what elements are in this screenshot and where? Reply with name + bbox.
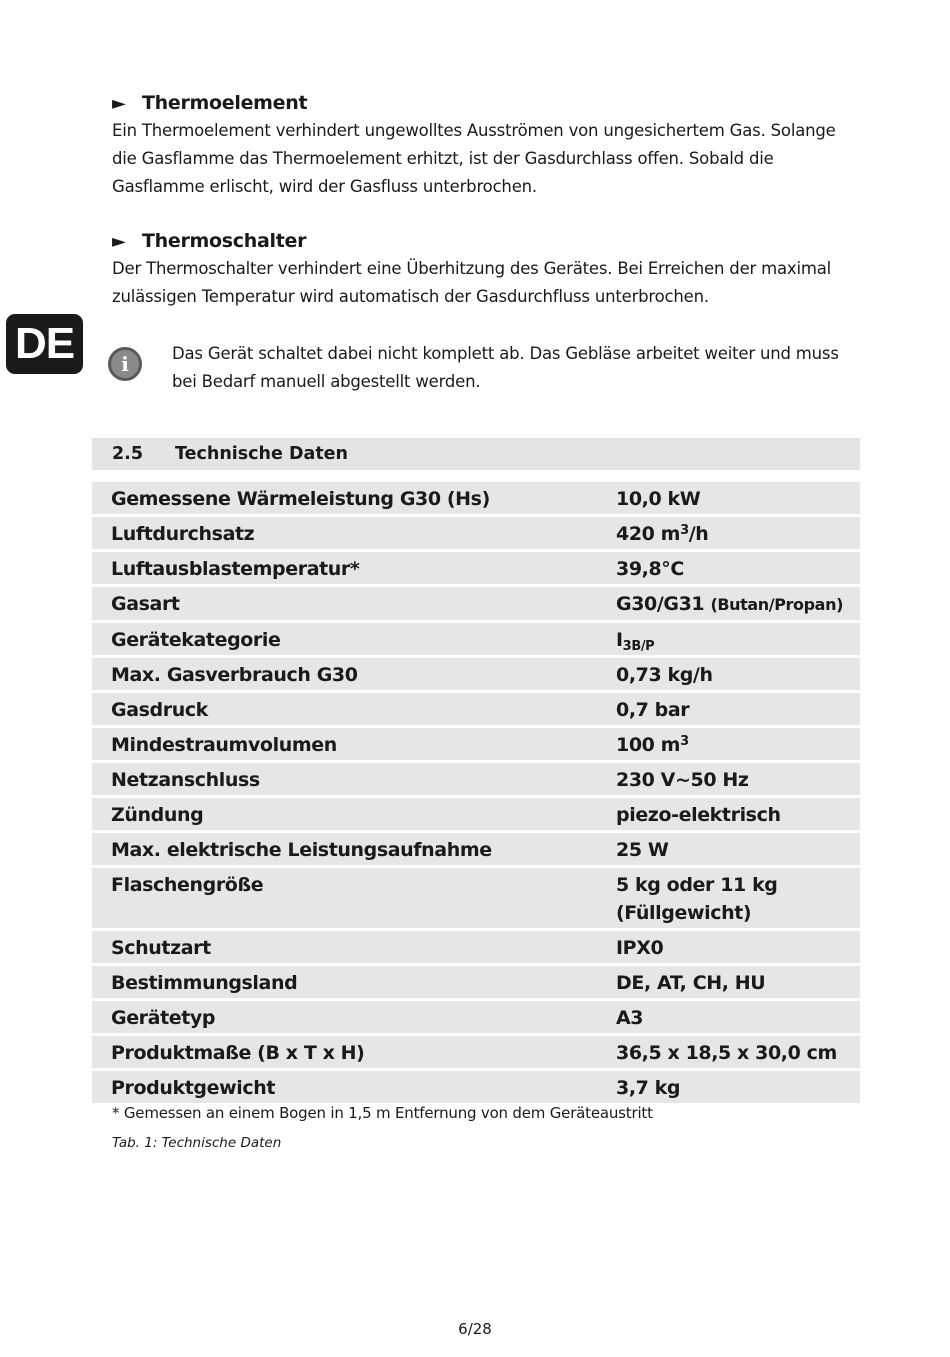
value-text: DE, AT, CH, HU: [616, 972, 766, 994]
value-subscript: 3B/P: [622, 639, 655, 654]
row-value: [616, 1074, 860, 1102]
value-text: 5 kg oder 11 kg: [616, 874, 778, 896]
language-tab: DE: [6, 314, 83, 374]
row-label: Luftdurchsatz: [111, 523, 255, 545]
value-text: A3: [616, 1007, 644, 1029]
row-label: Gasart: [111, 593, 180, 615]
value-suffix: /h: [688, 523, 709, 545]
info-icon: i: [108, 347, 142, 381]
table-row: [92, 966, 860, 998]
value-text: 420 m: [616, 523, 681, 545]
row-label: Produktmaße (B x T x H): [111, 1042, 365, 1064]
table-row: [92, 482, 860, 514]
table-section-header: [92, 438, 860, 470]
section-text: Der Thermoschalter verhindert eine Überhitzung des Gerätes. Bei Erreichen der maximal zulässigen Temperatur wird automatisch der Gasdurchfluss unterbrochen.: [112, 259, 832, 306]
table-row: [92, 931, 860, 963]
value-text: 100 m: [616, 734, 681, 756]
row-value: [616, 485, 860, 513]
row-value: [616, 969, 860, 997]
section-thermoschalter: [112, 227, 862, 311]
row-label: Gerätetyp: [111, 1007, 216, 1029]
row-value: [616, 626, 860, 654]
table-row: [92, 833, 860, 865]
table-row: [92, 517, 860, 549]
value-text: I: [616, 629, 623, 651]
section-thermoelement: [112, 89, 862, 201]
table-row: [92, 763, 860, 795]
value-text: 36,5 x 18,5 x 30,0 cm: [616, 1042, 837, 1064]
value-text: IPX0: [616, 937, 664, 959]
value-text: 3,7 kg: [616, 1077, 681, 1099]
table-caption: Tab. 1: Technische Daten: [112, 1135, 282, 1151]
row-label: Bestimmungsland: [111, 972, 298, 994]
row-label: Produktgewicht: [111, 1077, 276, 1099]
row-label: Zündung: [111, 804, 204, 826]
row-value: [616, 696, 860, 724]
value-text: 25 W: [616, 839, 669, 861]
table-row: [92, 693, 860, 725]
section-number: 2.5: [112, 444, 144, 464]
row-value: [616, 934, 860, 962]
value-note: (Butan/Propan): [710, 595, 843, 614]
row-label: Gemessene Wärmeleistung G30 (Hs): [111, 488, 490, 510]
row-label: Flaschengröße: [111, 874, 264, 896]
technical-data-table: [92, 482, 860, 1106]
table-row: [92, 728, 860, 760]
arrow-right-icon: ►: [112, 231, 126, 252]
row-label: Luftausblastemperatur*: [111, 558, 360, 580]
section-heading: Thermoelement: [142, 92, 308, 114]
table-row: [92, 1001, 860, 1033]
value-text: 10,0 kW: [616, 488, 701, 510]
page-number: 6/28: [458, 1320, 492, 1338]
table-row: [92, 868, 860, 928]
row-label: Gerätekategorie: [111, 629, 281, 651]
row-value: [616, 871, 860, 927]
section-heading: Thermoschalter: [142, 230, 307, 252]
value-text: piezo-elektrisch: [616, 804, 781, 826]
row-value: [616, 590, 860, 619]
row-value: [616, 1039, 860, 1067]
info-note: Das Gerät schaltet dabei nicht komplett ab. Das Gebläse arbeitet weiter und muss bei Bedarf manuell abgestellt werden.: [172, 344, 839, 391]
value-superscript: 3: [680, 734, 689, 749]
table-row: [92, 587, 860, 620]
row-label: Max. Gasverbrauch G30: [111, 664, 358, 686]
table-row: [92, 798, 860, 830]
value-text: 39,8°C: [616, 558, 684, 580]
row-value: [616, 801, 860, 829]
row-label: Netzanschluss: [111, 769, 260, 791]
row-value: [616, 766, 860, 794]
table-row: [92, 1036, 860, 1068]
row-label: Gasdruck: [111, 699, 208, 721]
row-label: Mindestraumvolumen: [111, 734, 337, 756]
row-label: Max. elektrische Leistungsaufnahme: [111, 839, 492, 861]
value-text: G30/G31: [616, 593, 711, 615]
row-label: Schutzart: [111, 937, 211, 959]
table-row: [92, 552, 860, 584]
value-second-line: (Füllgewicht): [616, 902, 752, 924]
row-value: [616, 1004, 860, 1032]
table-footnote: * Gemessen an einem Bogen in 1,5 m Entfernung von dem Geräteaustritt: [112, 1104, 653, 1122]
row-value: [616, 661, 860, 689]
arrow-right-icon: ►: [112, 93, 126, 114]
row-value: [616, 555, 860, 583]
row-value: [616, 836, 860, 864]
table-row: [92, 658, 860, 690]
value-text: 0,73 kg/h: [616, 664, 713, 686]
value-text: 230 V~50 Hz: [616, 769, 749, 791]
section-text: Ein Thermoelement verhindert ungewolltes Ausströmen von ungesichertem Gas. Solange die Gasflamme das Thermoelement erhitzt, ist der Gasdurchlass offen. Sobald die Gasflamme erlischt, wird der Gasfluss unterbrochen.: [112, 121, 836, 196]
section-title: Technische Daten: [175, 444, 349, 464]
table-row: [92, 1071, 860, 1103]
value-text: 0,7 bar: [616, 699, 690, 721]
row-value: [616, 731, 860, 759]
table-row: [92, 623, 860, 655]
value-superscript: 3: [680, 523, 689, 538]
row-value: [616, 520, 860, 548]
